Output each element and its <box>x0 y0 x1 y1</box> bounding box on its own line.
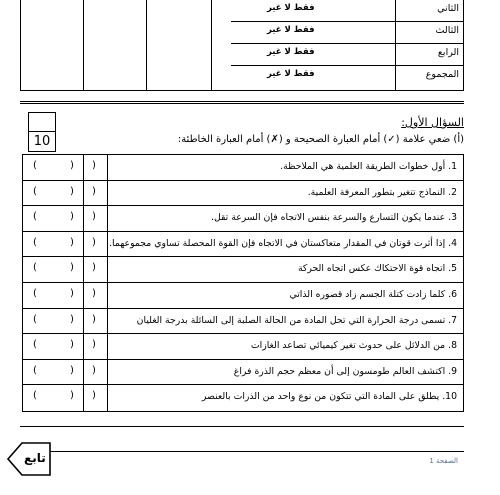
answer-cell[interactable] <box>84 257 108 282</box>
next-page-label: تابع <box>24 451 46 465</box>
paren-open: ( <box>33 390 37 402</box>
score-row-label: المجموع <box>425 69 459 80</box>
score-summary-table <box>20 0 464 91</box>
paren-close: ) <box>92 160 96 171</box>
score-row-label: الرابع <box>437 47 459 58</box>
question-score: 10 <box>33 134 51 149</box>
answer-cell[interactable] <box>84 206 108 231</box>
table-row <box>23 334 463 360</box>
footer-line <box>20 451 464 452</box>
question-text: 3. عندما يكون التسارع والسرعة بنفس الاتجاه فإن السرعة تقل. <box>210 212 457 224</box>
question-score-box <box>28 112 56 152</box>
question-instruction: (أ) ضعي علامة (✓) أمام العبارة الصحيحة و (✗) أمام العبارة الخاطئة: <box>177 134 464 145</box>
score-row <box>231 66 463 88</box>
paren-close: ) <box>70 364 74 376</box>
table-row <box>23 155 463 181</box>
paren-close: ) <box>70 236 74 248</box>
table-row <box>23 360 463 386</box>
answer-cell[interactable] <box>23 309 84 334</box>
score-row-label: الثالث <box>435 25 459 36</box>
paren-close: ) <box>92 287 96 299</box>
answer-cell[interactable] <box>84 334 108 359</box>
true-false-table <box>22 154 464 412</box>
answer-cell[interactable] <box>84 283 108 308</box>
score-row <box>231 44 463 66</box>
answer-cell[interactable] <box>84 309 108 334</box>
paren-open: ( <box>33 364 37 376</box>
section-divider <box>20 101 464 104</box>
paren-close: ) <box>92 236 96 248</box>
table-row <box>23 309 463 335</box>
question-text: 8. من الدلائل على حدوث تغير كيميائي تصاعد الغازات <box>250 340 457 352</box>
question-text: 2. النماذج تتغير بتطور المعرفة العلمية. <box>307 186 457 198</box>
score-row-value: فقط لا غير <box>267 25 315 35</box>
page-number: الصفحة 1 <box>429 457 458 465</box>
answer-cell[interactable] <box>23 232 84 257</box>
table-divider <box>146 0 147 90</box>
paren-close: ) <box>70 287 74 299</box>
paren-open: ( <box>33 160 37 171</box>
paren-close: ) <box>92 211 96 223</box>
paren-close: ) <box>92 364 96 376</box>
paren-close: ) <box>92 339 96 351</box>
paren-close: ) <box>70 262 74 274</box>
answer-cell[interactable] <box>23 334 84 359</box>
answer-cell[interactable] <box>84 232 108 257</box>
paren-close: ) <box>70 160 74 171</box>
question-title: السؤال الأول: <box>401 116 464 129</box>
question-text: 7. تسمى درجة الحرارة التي تحل المادة من الحالة الصلبة إلى السائلة بدرجة الغليان <box>136 314 457 326</box>
question-text: 9. اكتشف العالم طومسون إلى أن معظم حجم الذرة فراغ <box>233 365 457 377</box>
score-row-value: فقط لا غير <box>267 3 315 13</box>
paren-open: ( <box>33 287 37 299</box>
paren-close: ) <box>92 390 96 402</box>
question-text: 10. يطلق على المادة التي تتكون من نوع واحد من الذرات بالعنصر <box>201 391 457 403</box>
score-row-label: الثاني <box>437 3 459 14</box>
paren-close: ) <box>70 211 74 223</box>
answer-cell[interactable] <box>23 257 84 282</box>
section-divider <box>20 426 464 427</box>
table-row <box>23 232 463 258</box>
paren-open: ( <box>33 262 37 274</box>
answer-cell[interactable] <box>84 385 108 411</box>
table-row <box>23 181 463 207</box>
question-text: 5. اتجاه قوة الاحتكاك عكس اتجاه الحركة <box>297 263 457 275</box>
score-row-value: فقط لا غير <box>267 47 315 57</box>
answer-cell[interactable] <box>84 360 108 385</box>
question-text: 1. أول خطوات الطريقة العلمية هي الملاحظة. <box>280 161 457 172</box>
answer-cell[interactable] <box>23 385 84 411</box>
answer-cell[interactable] <box>23 181 84 206</box>
answer-cell[interactable] <box>84 155 108 180</box>
paren-close: ) <box>92 313 96 325</box>
table-row <box>23 283 463 309</box>
answer-cell[interactable] <box>23 283 84 308</box>
paren-close: ) <box>70 313 74 325</box>
paren-open: ( <box>33 211 37 223</box>
answer-cell[interactable] <box>23 360 84 385</box>
paren-open: ( <box>33 313 37 325</box>
question-text: 6. كلما زادت كتلة الجسم زاد قصوره الذاتي <box>289 288 457 300</box>
table-row <box>23 385 463 411</box>
table-row <box>23 257 463 283</box>
score-row-value: فقط لا غير <box>267 69 315 79</box>
paren-open: ( <box>33 185 37 197</box>
table-divider <box>211 0 212 90</box>
score-row <box>231 22 463 44</box>
paren-close: ) <box>70 390 74 402</box>
next-page-button[interactable] <box>6 439 52 483</box>
answer-cell[interactable] <box>23 155 84 180</box>
table-row <box>23 206 463 232</box>
paren-close: ) <box>70 339 74 351</box>
paren-close: ) <box>92 262 96 274</box>
answer-cell[interactable] <box>84 181 108 206</box>
paren-open: ( <box>33 236 37 248</box>
score-row <box>231 0 463 22</box>
table-divider <box>83 0 84 90</box>
answer-cell[interactable] <box>23 206 84 231</box>
question-text: 4. إذا أثرت قوتان في المقدار متعاكستان في الاتجاه فإن القوة المحصلة تساوي مجموعهما. <box>109 237 457 249</box>
score-blank-cell <box>29 113 55 132</box>
paren-close: ) <box>92 185 96 197</box>
paren-open: ( <box>33 339 37 351</box>
paren-close: ) <box>70 185 74 197</box>
